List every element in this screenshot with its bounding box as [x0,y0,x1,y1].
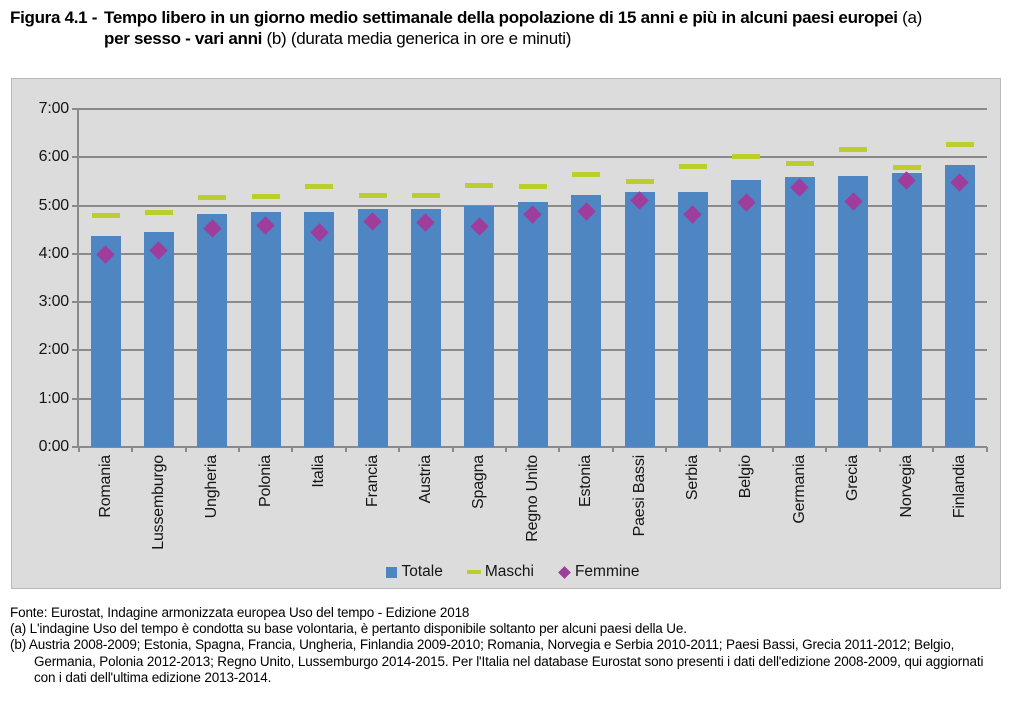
legend-item-femmine [558,563,640,581]
x-axis-label-paesi-bassi: Paesi Bassi [630,455,648,537]
x-axis-label-estonia: Estonia [577,455,595,507]
totale-bar-lussemburgo [144,232,174,447]
x-axis-label-belgio: Belgio [737,455,755,499]
maschi-marker-ungheria [198,195,226,200]
note-b: (b) Austria 2008-2009; Estonia, Spagna, Francia, Ungheria, Finlandia 2009-2010; Romania, Norvegia e Serbia 2010-2011; Paesi Bassi, Grecia 2011-2012; Belgio, Germania, Polonia 2012-2013; Regno Unito, Lussemburgo 2014-2015. Per l'Italia nel database Eurostat sono presenti i dati dell'edizione 2008-2009, qui aggiornati con i dati dell'ultima edizione 2013-2014. [10,637,984,685]
y-axis-label-1:00: 1:00 [38,389,69,407]
title-line2-bold: per sesso - vari anni [104,29,267,48]
totale-bar-austria [411,209,441,447]
x-axis-label-romania: Romania [96,455,114,518]
x-axis-tick [932,447,934,452]
x-axis-tick [772,447,774,452]
x-axis-tick [131,447,133,452]
totale-bar-romania [91,236,121,447]
legend-dash-icon [467,570,481,574]
totale-bar-serbia [678,192,708,447]
totale-bar-belgio [731,180,761,447]
totale-bar-finlandia [945,165,975,447]
figure-number: Figura 4.1 - [10,8,98,27]
maschi-marker-polonia [252,194,280,199]
x-axis-tick [879,447,881,452]
totale-bar-norvegia [892,173,922,447]
y-axis-label-2:00: 2:00 [38,341,69,359]
y-axis-label-7:00: 7:00 [38,99,69,117]
maschi-marker-austria [412,193,440,198]
legend-label: Femmine [574,563,640,580]
totale-bar-ungheria [197,214,227,447]
chart-legend [19,563,1007,581]
totale-bar-grecia [838,176,868,447]
x-axis-label-finlandia: Finlandia [950,455,968,519]
totale-bar-italia [304,212,334,447]
gridline-7:00 [77,108,987,110]
x-axis-label-austria: Austria [416,455,434,504]
x-axis-tick [78,447,80,452]
note-a: (a) L'indagine Uso del tempo è condotta su base volontaria, è pertanto disponibile soltanto per alcuni paesi della Ue. [10,621,687,637]
gridline-6:00 [77,156,987,158]
x-axis-label-spagna: Spagna [470,455,488,509]
maschi-marker-grecia [839,147,867,152]
x-axis-label-serbia: Serbia [683,455,701,501]
totale-bar-regno-unito [518,202,548,447]
x-axis-label-italia: Italia [310,455,328,488]
legend-item-totale [386,563,442,581]
x-axis-label-polonia: Polonia [256,455,274,507]
maschi-marker-francia [359,193,387,198]
x-axis-label-francia: Francia [363,455,381,507]
totale-bar-francia [358,209,388,447]
legend-label: Totale [401,563,443,580]
y-axis-label-6:00: 6:00 [38,148,69,166]
chart-panel [11,78,1001,589]
totale-bar-estonia [571,195,601,447]
y-axis-label-5:00: 5:00 [38,196,69,214]
y-axis-label-0:00: 0:00 [38,438,69,455]
x-axis-tick [452,447,454,452]
x-axis-tick [345,447,347,452]
x-axis-label-germania: Germania [790,455,808,524]
maschi-marker-belgio [732,154,760,159]
totale-bar-polonia [251,212,281,447]
y-axis-label-4:00: 4:00 [38,244,69,262]
legend-diamond-icon [558,566,571,579]
legend-label: Maschi [484,563,534,580]
x-axis-tick [185,447,187,452]
legend-bar-icon [386,567,397,578]
x-axis-tick [558,447,560,452]
maschi-marker-serbia [679,164,707,169]
maschi-marker-spagna [465,183,493,188]
maschi-marker-lussemburgo [145,210,173,215]
maschi-marker-norvegia [893,165,921,170]
maschi-marker-germania [786,161,814,166]
maschi-marker-estonia [572,172,600,177]
x-axis-tick [665,447,667,452]
title-line1-bold: Tempo libero in un giorno medio settimanale della popolazione di 15 anni e più in alcuni paesi europei [104,8,903,27]
x-axis-tick [291,447,293,452]
title-note-a: (a) [902,8,923,27]
x-axis-label-grecia: Grecia [844,455,862,501]
legend-item-maschi [467,563,534,581]
totale-bar-paesi-bassi [625,192,655,447]
x-axis-tick [238,447,240,452]
x-axis-label-ungheria: Ungheria [203,455,221,519]
x-axis-tick [398,447,400,452]
figure-title-text [104,7,1006,49]
x-axis-label-regno-unito: Regno Unito [523,455,541,542]
maschi-marker-paesi-bassi [626,179,654,184]
maschi-marker-romania [92,213,120,218]
totale-bar-germania [785,177,815,447]
plot-area [12,79,1000,588]
x-axis-tick [986,447,988,452]
x-axis-tick [505,447,507,452]
x-axis-label-lussemburgo: Lussemburgo [149,455,167,550]
maschi-marker-finlandia [946,142,974,147]
figure-title [10,7,1006,49]
source-line: Fonte: Eurostat, Indagine armonizzata europea Uso del tempo - Edizione 2018 [10,605,470,620]
title-note-b: (b) (durata media generica in ore e minuti) [266,29,572,48]
y-axis-label-3:00: 3:00 [38,293,69,311]
footer-notes [10,605,1006,686]
maschi-marker-italia [305,184,333,189]
x-axis-tick [825,447,827,452]
y-axis-line [77,108,79,448]
x-axis-label-norvegia: Norvegia [897,455,915,518]
totale-bar-spagna [464,206,494,447]
x-axis-tick [612,447,614,452]
maschi-marker-regno-unito [519,184,547,189]
x-axis-tick [719,447,721,452]
